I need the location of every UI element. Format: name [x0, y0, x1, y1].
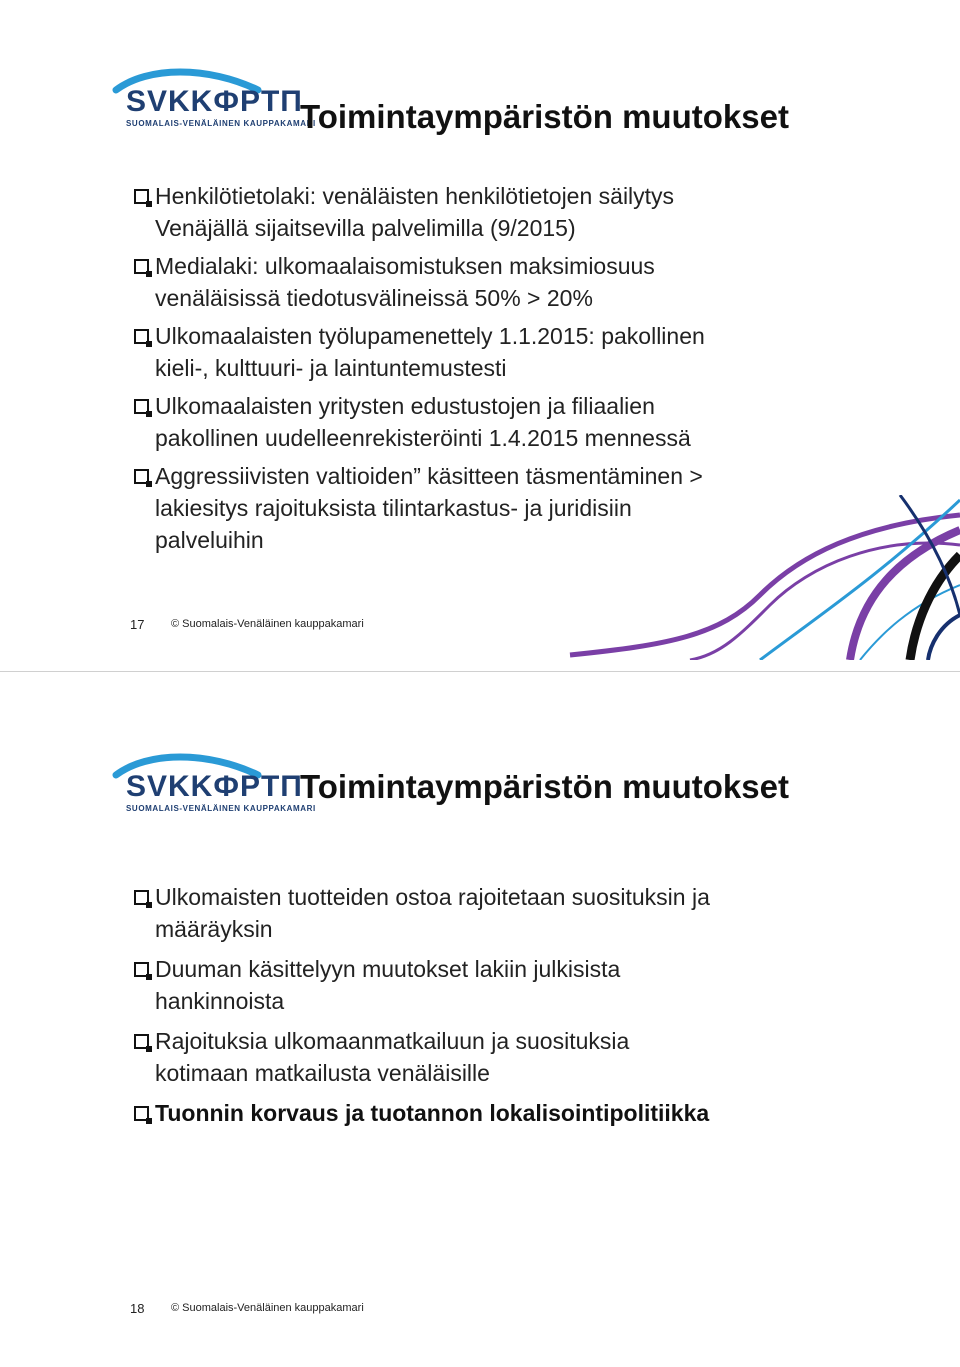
slide-title: Toimintaympäristön muutokset: [300, 98, 789, 135]
checkbox-bullet-icon: [134, 1106, 149, 1121]
bullet-line: Venäjällä sijaitsevilla palvelimilla (9/2015): [155, 215, 576, 241]
slide-title: Toimintaympäristön muutokset: [300, 768, 789, 805]
bullet-list: [133, 881, 833, 1129]
bullet-line: Aggressiivisten valtioiden” käsitteen täsmentäminen >: [155, 463, 703, 489]
checkbox-bullet-icon: [134, 962, 149, 977]
bullet-line: määräyksin: [155, 916, 273, 942]
svkk-logo: [108, 753, 316, 823]
slide-17: [0, 0, 960, 660]
bullet-line: Duuman käsittelyyn muutokset lakiin julkisista: [155, 956, 621, 982]
page-number: 18: [130, 1301, 145, 1316]
bullet-line: Rajoituksia ulkomaanmatkailuun ja suosituksia: [155, 1028, 630, 1054]
bullet-line: Ulkomaalaisten työlupamenettely 1.1.2015: pakollinen: [155, 323, 705, 349]
bullet-item: [133, 881, 833, 945]
slide-18: [0, 683, 960, 1367]
bullet-line: Ulkomaisten tuotteiden ostoa rajoitetaan suosituksin ja: [155, 884, 710, 910]
checkbox-bullet-icon: [134, 890, 149, 905]
bullet-line: palveluihin: [155, 527, 264, 553]
logo-wordmark: SVKKФPTП: [126, 770, 303, 803]
logo-subtitle: SUOMALAIS-VENÄLÄINEN KAUPPAKAMARI: [126, 804, 316, 813]
bullet-item: [133, 320, 833, 384]
bullet-item: [133, 1097, 833, 1129]
checkbox-bullet-icon: [134, 259, 149, 274]
checkbox-bullet-icon: [134, 189, 149, 204]
page-divider: [0, 671, 960, 672]
logo-wordmark: SVKKФPTП: [126, 85, 303, 118]
bullet-line: Tuonnin korvaus ja tuotannon lokalisointipolitiikka: [155, 1100, 710, 1126]
bullet-line: pakollinen uudelleenrekisteröinti 1.4.2015 mennessä: [155, 425, 691, 451]
logo-subtitle: SUOMALAIS-VENÄLÄINEN KAUPPAKAMARI: [126, 119, 316, 128]
bullet-line: hankinnoista: [155, 988, 285, 1014]
bullet-line: kotimaan matkailusta venäläisille: [155, 1060, 490, 1086]
bullet-line: kieli-, kulttuuri- ja laintuntemustesti: [155, 355, 507, 381]
bullet-line: Henkilötietolaki: venäläisten henkilötietojen säilytys: [155, 183, 675, 209]
checkbox-bullet-icon: [134, 399, 149, 414]
bullet-item: [133, 953, 833, 1017]
checkbox-bullet-icon: [134, 469, 149, 484]
copyright-text: © Suomalais-Venäläinen kauppakamari: [171, 1302, 364, 1314]
bullet-item: [133, 250, 833, 314]
slide-footer: [0, 611, 960, 641]
svkk-logo: [108, 68, 316, 138]
bullet-item: [133, 390, 833, 454]
checkbox-bullet-icon: [134, 329, 149, 344]
bullet-line: Medialaki: ulkomaalaisomistuksen maksimiosuus: [155, 253, 655, 279]
bullet-item: [133, 1025, 833, 1089]
bullet-line: Ulkomaalaisten yritysten edustustojen ja filiaalien: [155, 393, 655, 419]
copyright-text: © Suomalais-Venäläinen kauppakamari: [171, 618, 364, 630]
bullet-item: [133, 180, 833, 244]
page-number: 17: [130, 617, 145, 632]
bullet-line: lakiesitys rajoituksista tilintarkastus- ja juridisiin: [155, 495, 632, 521]
slide-footer: [0, 1295, 960, 1325]
bullet-line: venäläisissä tiedotusvälineissä 50% > 20%: [155, 285, 593, 311]
checkbox-bullet-icon: [134, 1034, 149, 1049]
